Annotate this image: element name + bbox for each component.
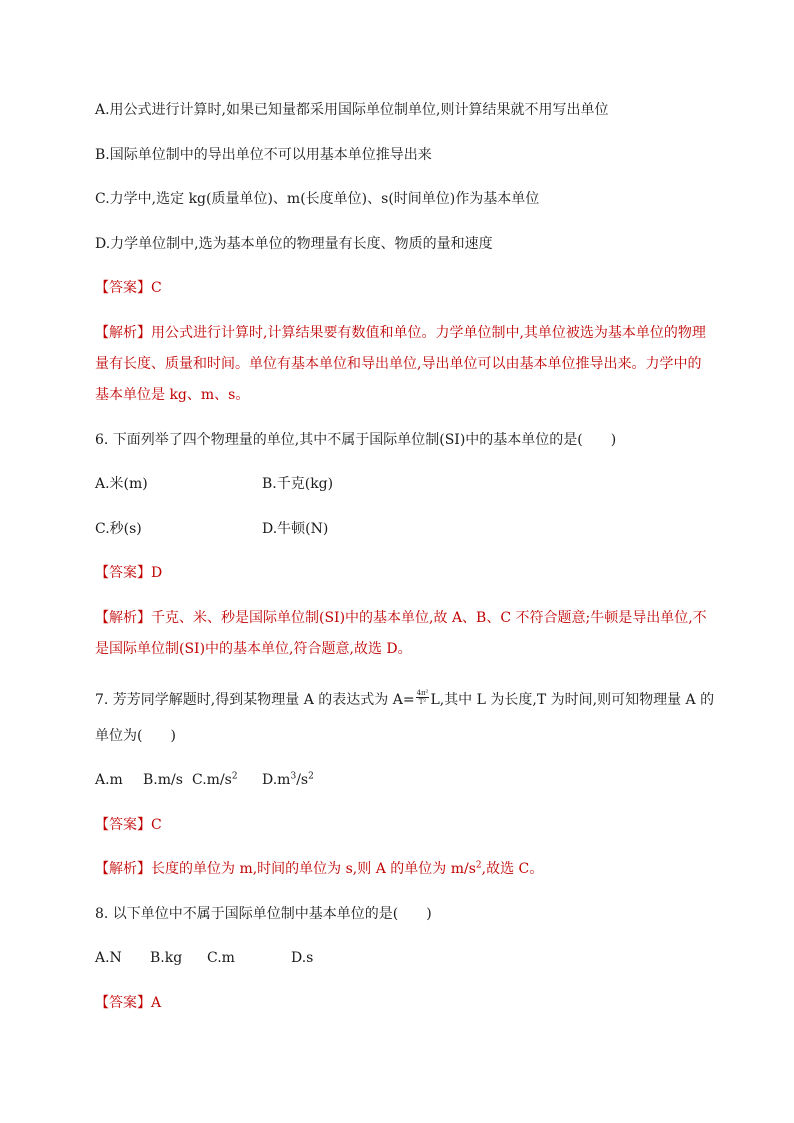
q7-fraction-denominator: T² [418,697,427,706]
q6-option-d: D.牛顿(N) [262,521,329,537]
q8-option-b: B.kg [150,950,183,966]
q5-option-b: B.国际单位制中的导出单位不可以用基本单位推导出来 [95,147,432,163]
q6-analysis-line-1: 【解析】千克、米、秒是国际单位制(SI)中的基本单位,故 A、B、C 不符合题意;牛顿是导出单位,不 [95,610,707,626]
q7-stem-line-1 [95,690,734,710]
q6-analysis-line-2: 是国际单位制(SI)中的基本单位,符合题意,故选 D。 [95,641,412,657]
q6-stem: 6. 下面列举了四个物理量的单位,其中不属于国际单位制(SI)中的基本单位的是( ) [95,432,617,448]
q5-answer: 【答案】C [95,280,162,296]
q6-answer: 【答案】D [95,565,163,581]
q5-analysis-line-2: 量有长度、质量和时间。单位有基本单位和导出单位,导出单位可以由基本单位推导出来。力学中的 [95,356,702,372]
q7-fraction-numerator: 4π² [416,688,429,697]
q7-option-a: A.m [95,772,123,788]
q8-options [95,948,734,968]
q8-answer: 【答案】A [95,995,162,1011]
q5-option-c: C.力学中,选定 kg(质量单位)、m(长度单位)、s(时间单位)作为基本单位 [95,191,540,207]
q6-option-c: C.秒(s) [95,521,142,537]
q5-option-a: A.用公式进行计算时,如果已知量都采用国际单位制单位,则计算结果就不用写出单位 [95,102,609,118]
q7-option-b: B.m/s [143,772,183,788]
q8-option-c: C.m [207,950,235,966]
q6-option-a: A.米(m) [95,476,148,492]
q8-option-d: D.s [291,950,314,966]
q8-option-a: A.N [95,950,122,966]
q7-option-c-base: C.m/s [192,772,232,788]
q7-analysis-exponent: 2 [475,860,482,871]
q6-options-row-1 [95,474,734,494]
q7-option-d-exponent-1: 3 [290,771,297,782]
q7-option-c [192,770,262,790]
q6-options-row-2 [95,519,734,539]
q7-option-c-exponent: 2 [231,771,238,782]
q7-stem-pre: 7. 芳芳同学解题时,得到某物理量 A 的表达式为 A= [95,692,415,708]
q8-stem: 8. 以下单位中不属于国际单位制中基本单位的是( ) [95,906,432,922]
q7-analysis-pre: 【解析】长度的单位为 m,时间的单位为 s,则 A 的单位为 m/s [95,861,476,877]
q7-stem-post: L,其中 L 为长度,T 为时间,则可知物理量 A 的 [430,692,715,708]
q7-analysis [95,859,734,879]
q7-answer: 【答案】C [95,817,162,833]
q5-option-d: D.力学单位制中,选为基本单位的物理量有长度、物质的量和速度 [95,236,493,252]
q6-option-b: B.千克(kg) [262,476,334,492]
q7-option-d-exponent-2: 2 [308,771,314,782]
q7-analysis-post: ,故选 C。 [481,861,544,877]
q7-options [95,770,734,790]
q7-option-d [262,770,314,790]
q7-option-d-base: D.m [262,772,291,788]
q7-stem-line-2: 单位为( ) [95,728,176,744]
q7-fraction [416,689,430,706]
q5-analysis-line-3: 基本单位是 kg、m、s。 [95,387,250,403]
q7-option-d-mid: /s [296,772,309,788]
q5-analysis-line-1: 【解析】用公式进行计算时,计算结果要有数值和单位。力学单位制中,其单位被选为基本单位的物理 [95,325,706,341]
